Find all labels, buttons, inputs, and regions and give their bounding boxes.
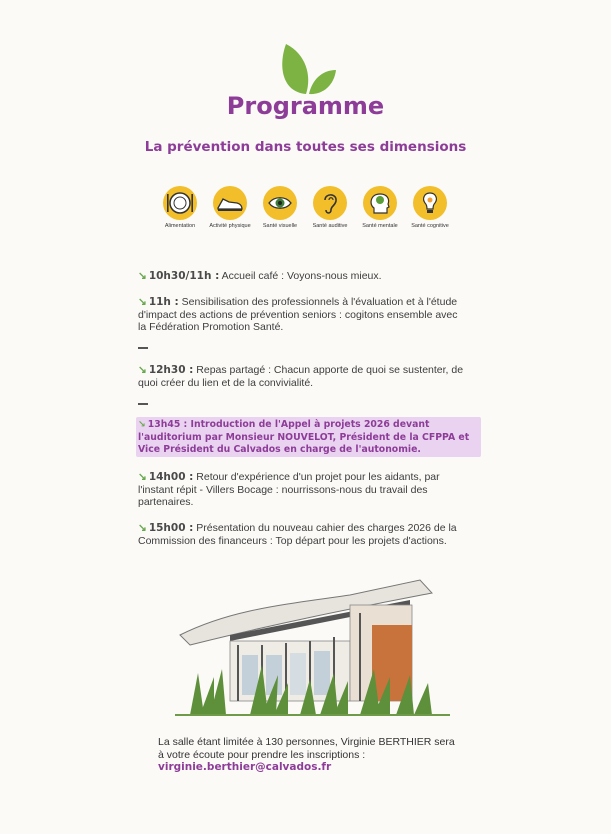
schedule-time: 14h00 :	[148, 471, 194, 483]
dimension-label: Santé auditive	[312, 223, 348, 229]
divider	[138, 347, 148, 349]
schedule-text: Retour d'expérience d'un projet pour les aidants, par l'instant répit - Villers Bocage : nourrissons-nous du travail des partenaires.	[138, 471, 440, 508]
footer-text: La salle étant limitée à 130 personnes, Virginie BERTHIER sera à votre écoute pour prendre les inscriptions :	[158, 736, 455, 761]
leaf-bullet-icon: ↘	[138, 522, 147, 534]
dimension-alimentation	[155, 186, 205, 229]
dimension-label: Santé visuelle	[262, 223, 298, 229]
schedule-text: Repas partagé : Chacun apporte de quoi se sustenter, de quoi créer du lien et de la convivialité.	[138, 364, 464, 389]
schedule-time: 12h30 :	[148, 364, 194, 376]
page-subtitle: La prévention dans toutes ses dimensions	[144, 139, 467, 155]
leaf-bullet-icon: ↘	[138, 296, 147, 308]
sneaker-icon	[215, 188, 245, 218]
leaf-bullet-icon: ↘	[138, 270, 147, 282]
schedule-text: Introduction de l'Appel à projets 2026 devant l'auditorium par Monsieur NOUVELOT, Président de la CFPPA et Vice Président du Calvados en charge de l'autonomie.	[138, 419, 470, 455]
schedule-time: 15h00 :	[148, 522, 194, 534]
dimension-label: Alimentation	[164, 223, 196, 229]
schedule-text: Accueil café : Voyons-nous mieux.	[219, 270, 382, 282]
schedule-item	[138, 364, 468, 389]
dimension-mentale	[355, 186, 405, 229]
page-title: Programme	[226, 92, 385, 120]
schedule-time: 11h :	[148, 296, 179, 308]
registration-info	[158, 736, 458, 774]
lightbulb-brain-icon	[415, 188, 445, 218]
schedule-item-highlight	[138, 419, 478, 457]
ear-icon	[315, 188, 345, 218]
dimension-auditive	[305, 186, 355, 229]
dimension-label: Activité physique	[209, 223, 251, 229]
schedule-time: 10h30/11h :	[148, 270, 220, 282]
dimension-visuelle	[255, 186, 305, 229]
house-illustration	[170, 565, 455, 720]
dimension-label: Santé mentale	[362, 223, 398, 229]
dimension-cognitive	[405, 186, 455, 229]
health-dimensions	[155, 186, 455, 246]
dimension-activite	[205, 186, 255, 229]
plate-cutlery-icon	[165, 188, 195, 218]
schedule-item	[138, 522, 468, 547]
schedule-text: Sensibilisation des professionnels à l'évaluation et à l'étude d'impact des actions de prévention seniors : cogitons ensemble avec la Fédération Promotion Santé.	[138, 296, 458, 333]
leaf-bullet-icon: ↘	[138, 471, 147, 483]
leaf-logo-icon	[276, 40, 338, 96]
leaf-bullet-icon: ↘	[138, 419, 146, 430]
schedule-time: 13h45 :	[147, 419, 188, 430]
schedule-item	[138, 471, 468, 509]
schedule-item	[138, 270, 468, 283]
contact-email-link[interactable]: virginie.berthier@calvados.fr	[158, 761, 332, 773]
divider	[138, 403, 148, 405]
schedule-text: Présentation du nouveau cahier des charges 2026 de la Commission des financeurs : Top départ pour les projets d'actions.	[138, 522, 457, 547]
eye-icon	[265, 188, 295, 218]
schedule-item	[138, 296, 468, 334]
dimension-label: Santé cognitive	[411, 223, 449, 229]
leaf-bullet-icon: ↘	[138, 364, 147, 376]
brain-head-icon	[365, 188, 395, 218]
